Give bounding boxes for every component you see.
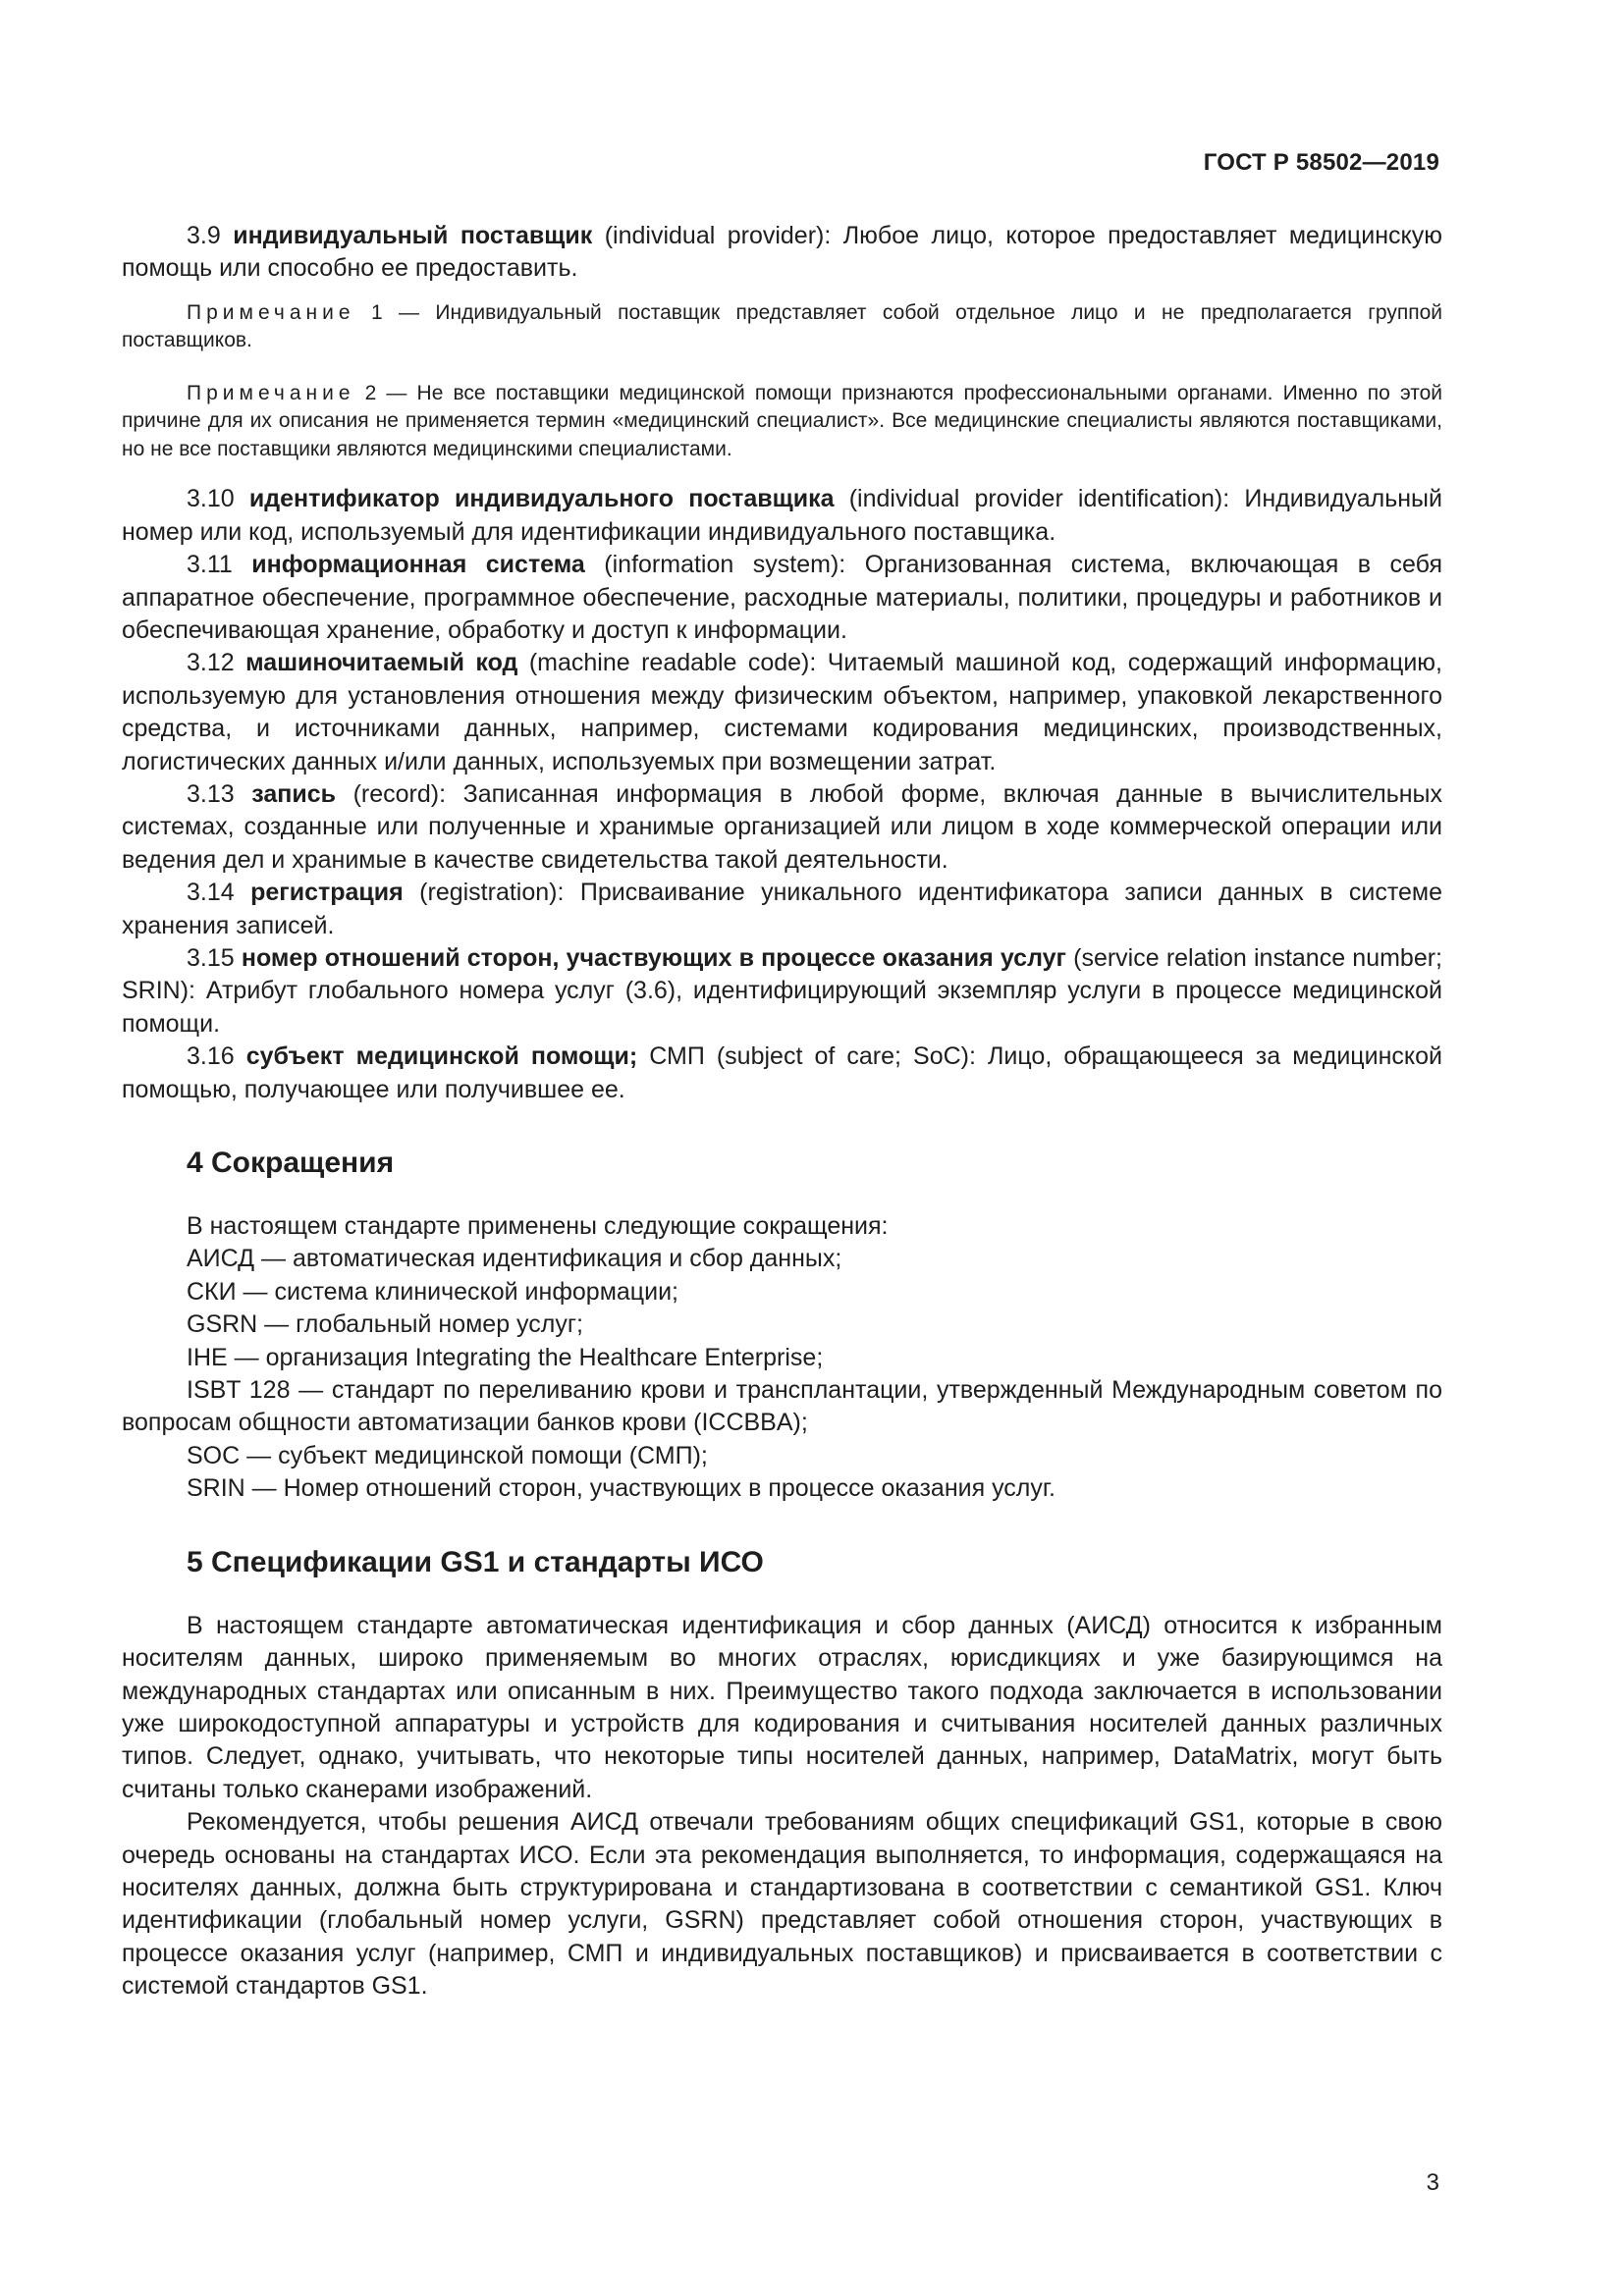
definition-term: запись bbox=[251, 779, 337, 808]
definition-term: субъект медицинской помощи; bbox=[245, 1042, 638, 1071]
definition-number: 3.9 bbox=[187, 222, 221, 249]
definition-3-12 bbox=[122, 647, 1442, 778]
definition-term: идентификатор индивидуального поставщика bbox=[248, 485, 835, 513]
section-5-paragraph-2: Рекомендуется, чтобы решения АИСД отвечали требованиям общих спецификаций GS1, которые в свою очередь основаны на стандартах ИСО. Если эта рекомендация выполняется, то информация, содержащаяся на носителях данных, должна быть структурирована и стандартизована в соответствии с семантикой GS1. Ключ идентификации (глобальный номер услуги, GSRN) представляет собой отношения сторон, участвующих в процессе оказания услуг (например, СМП и индивидуальных поставщиков) и присваивается в соответствии с системой стандартов GS1. bbox=[122, 1808, 1442, 2001]
abbreviation-item: IHE — организация Integrating the Healthcare Enterprise; bbox=[187, 1343, 824, 1371]
section-5-heading: 5 Спецификации GS1 и стандарты ИСО bbox=[187, 1545, 764, 1578]
definition-text: (individual provider): Любое лицо, которое предоставляет медицинскую помощь или способно ее предоставить. bbox=[122, 222, 1442, 283]
definition-text: (information system): Организованная система, включающая в себя аппаратное обеспечение, программное обеспечение, расходные материалы, политики, процедуры и работников и обеспечивающая хранение, обработку и доступ к информации. bbox=[122, 551, 1442, 644]
note-2 bbox=[122, 380, 1442, 464]
note-text: 2 — Не все поставщики медицинской помощи признаются профессиональными органами. Именно по этой причине для их описания не применяется термин «медицинский специалист». Все медицинские специалисты являются поставщиками, но не все поставщики являются медицинскими специалистами. bbox=[122, 381, 1442, 460]
abbreviation-item: GSRN — глобальный номер услуг; bbox=[187, 1310, 583, 1339]
definition-3-13 bbox=[122, 778, 1442, 877]
abbreviation-item: АИСД — автоматическая идентификация и сбор данных; bbox=[187, 1245, 842, 1273]
section-5-paragraph-1: В настоящем стандарте автоматическая идентификация и сбор данных (АИСД) относится к избранным носителям данных, широко применяемым во многих отраслях, юрисдикциях и уже базирующимся на международных стандартах или описанным в них. Преимущество такого подхода заключается в использовании уже широкодоступной аппаратуры и устройств для кодирования и считывания носителей данных различных типов. Следует, однако, учитывать, что некоторые типы носителей данных, например, DataMatrix, могут быть считаны только сканерами изображений. bbox=[122, 1611, 1442, 1803]
definition-number: 3.15 bbox=[187, 944, 235, 972]
definition-number: 3.10 bbox=[187, 485, 235, 513]
definition-term: регистрация bbox=[250, 879, 404, 907]
definition-term: номер отношений сторон, участвующих в процессе оказания услуг bbox=[241, 944, 1066, 972]
note-label: Примечание bbox=[187, 381, 355, 404]
definition-number: 3.11 bbox=[187, 551, 233, 579]
definition-3-16 bbox=[122, 1041, 1442, 1106]
note-label: Примечание bbox=[187, 300, 355, 324]
note-text: 1 — Индивидуальный поставщик представляет собой отдельное лицо и не предполагается группой поставщиков. bbox=[122, 300, 1442, 352]
definition-3-15 bbox=[122, 942, 1442, 1041]
section-4-heading: 4 Сокращения bbox=[187, 1147, 395, 1180]
page-number: 3 bbox=[1426, 2169, 1439, 2196]
definition-term: информационная система bbox=[251, 551, 585, 579]
definition-text: СМП (subject of care; SoC): Лицо, обращающееся за медицинской помощью, получающее или получившее ее. bbox=[122, 1042, 1442, 1103]
note-1 bbox=[122, 299, 1442, 355]
abbreviation-item: SRIN — Номер отношений сторон, участвующих в процессе оказания услуг. bbox=[187, 1474, 1056, 1503]
abbreviation-item: ISBT 128 — стандарт по переливанию крови и трансплантации, утвержденный Международным советом по вопросам общности автоматизации банков крови (ICCBBA); bbox=[122, 1376, 1442, 1437]
definition-3-14 bbox=[122, 877, 1442, 942]
abbreviation-item: SOC — субъект медицинской помощи (СМП); bbox=[187, 1441, 708, 1469]
definition-number: 3.16 bbox=[187, 1042, 235, 1071]
definition-number: 3.12 bbox=[187, 649, 235, 677]
definition-number: 3.14 bbox=[187, 879, 235, 907]
definition-term: индивидуальный поставщик bbox=[233, 222, 593, 249]
definition-text: (machine readable code): Читаемый машиной код, содержащий информацию, используемую для установления отношения между физическим объектом, например, упаковкой лекарственного средства, и источниками данных, например, системами кодирования медицинских, производственных, логистических данных и/или данных, используемых при возмещении затрат. bbox=[122, 649, 1443, 775]
definition-3-11 bbox=[122, 549, 1442, 647]
definition-number: 3.13 bbox=[187, 779, 235, 808]
abbreviation-item: СКИ — система клинической информации; bbox=[187, 1277, 678, 1306]
definition-3-9 bbox=[122, 220, 1442, 286]
definition-text: (registration): Присваивание уникального идентификатора записи данных в системе хранения записей. bbox=[122, 879, 1443, 939]
definition-3-10 bbox=[122, 483, 1442, 549]
definition-text: (service relation instance number; SRIN): Атрибут глобального номера услуг (3.6), идентифицирующий экземпляр услуги в процессе медицинской помощи. bbox=[122, 944, 1443, 1038]
definition-term: машиночитаемый код bbox=[245, 649, 518, 677]
document-id-header: ГОСТ Р 58502—2019 bbox=[1203, 149, 1439, 176]
definition-text: (individual provider identification): Индивидуальный номер или код, используемый для идентификации индивидуального поставщика. bbox=[122, 485, 1442, 546]
definition-text: (record): Записанная информация в любой форме, включая данные в вычислительных системах, созданные или полученные и хранимые организацией или лицом в ходе коммерческой операции или ведения дел и хранимые в качестве свидетельства такой деятельности. bbox=[122, 779, 1443, 874]
section-4-intro: В настоящем стандарте применены следующие сокращения: bbox=[187, 1212, 889, 1241]
page-content bbox=[122, 220, 1442, 2003]
